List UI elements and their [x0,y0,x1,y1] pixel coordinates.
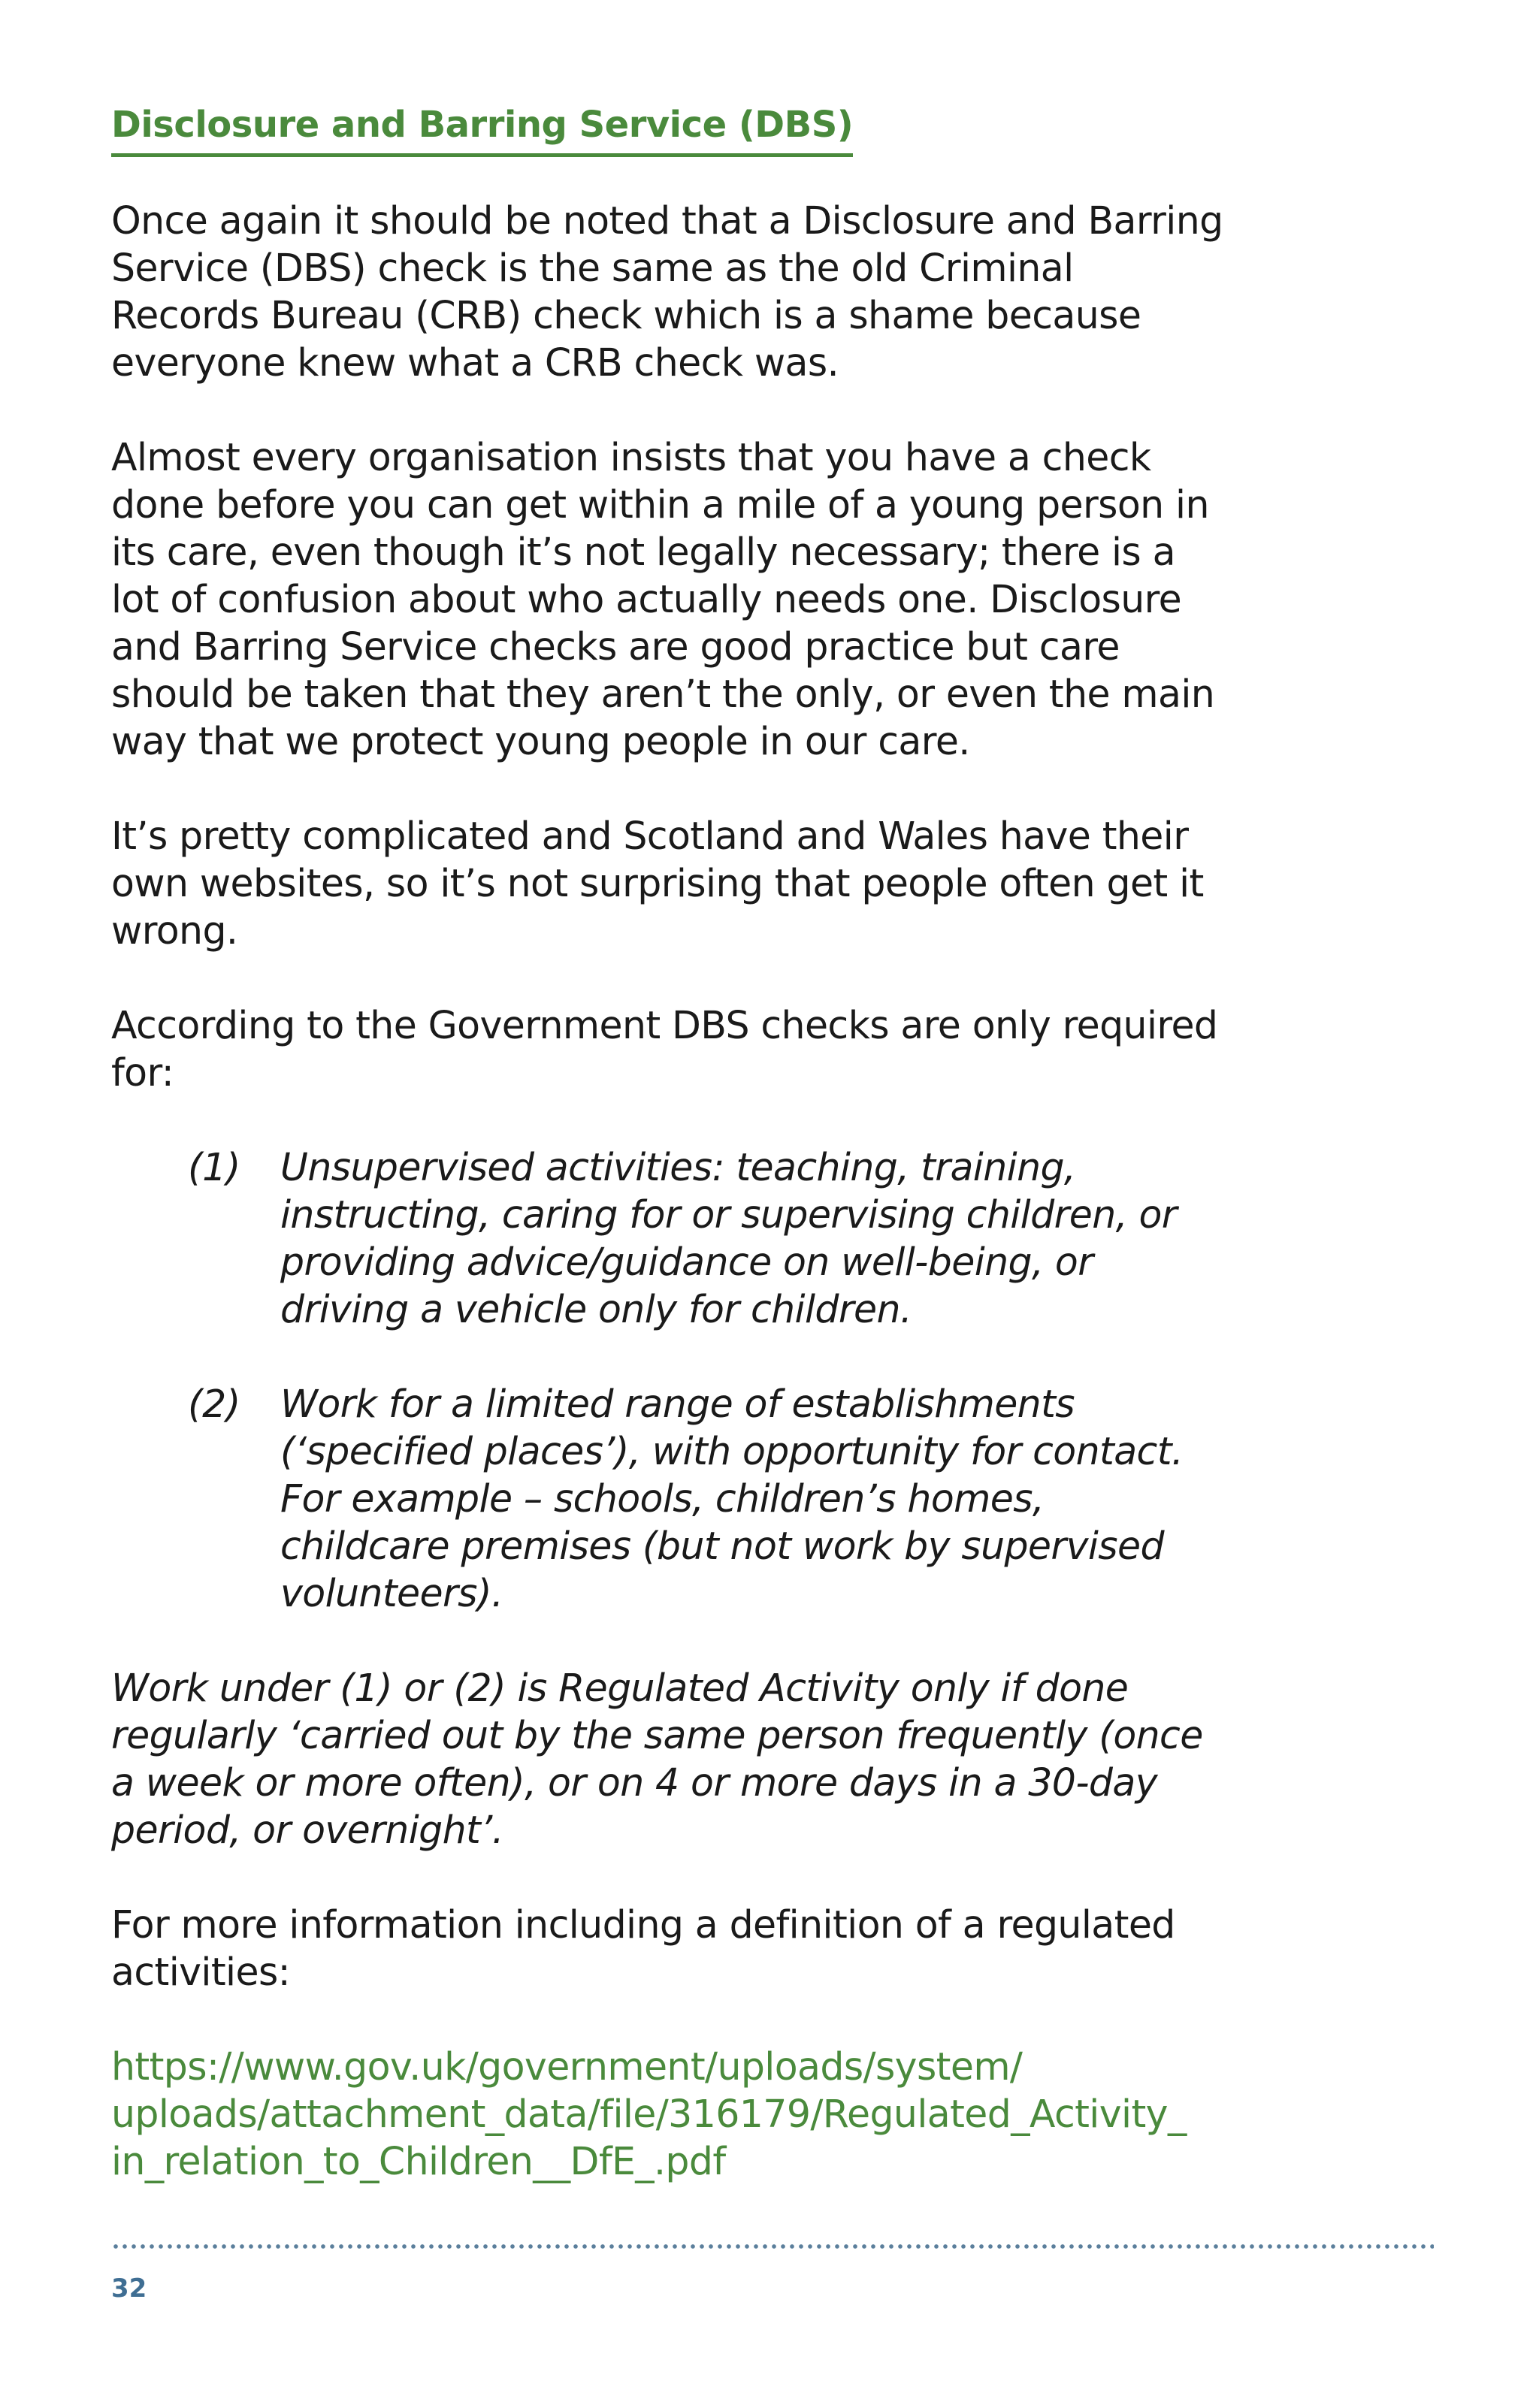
list-item [111,1144,1223,1333]
more-info-text: For more information including a definition of a regulated activities: [111,1902,1175,1994]
list-item-text: Unsupervised activities: teaching, training, instructing, caring for or supervising children, or providing advice/guidance on well-being, or driving a vehicle only for children. [280,1145,1177,1331]
link-line: in_relation_to_Children__DfE_.pdf [111,2139,726,2183]
regulated-activity-note: Work under (1) or (2) is Regulated Activity only if done regularly ‘carried out by the same person frequently (once a week or more often), or on 4 or more days in a 30-day period, or overnight’. [111,1666,1203,1852]
list-item-number: (1) [188,1145,240,1189]
dotted-divider [111,2243,1434,2249]
page-number: 32 [111,2274,147,2304]
link-line: uploads/attachment_data/file/316179/Regulated_Activity_ [111,2092,1187,2136]
heading-container [111,104,853,157]
paragraph-government: According to the Government DBS checks are only required for: [111,1003,1218,1095]
section-heading: Disclosure and Barring Service (DBS) [111,104,853,157]
paragraph-complicated: It’s pretty complicated and Scotland and Wales have their own websites, so it’s not surprising that people often get it wrong. [111,814,1204,953]
link-line: https://www.gov.uk/government/uploads/system/ [111,2044,1023,2089]
list-item-number: (2) [188,1382,240,1426]
list-item [111,1380,1223,1617]
body-content [111,197,1223,2185]
paragraph-dbs-crb: Once again it should be noted that a Disclosure and Barring Service (DBS) check is the same as the old Criminal Records Bureau (CRB) check which is a shame because everyone knew what a CRB check was. [111,198,1223,385]
list-item-text: Work for a limited range of establishments (‘specified places’), with opportunity for contact. For example – schools, children’s homes, childcare premises (but not work by supervised volunteers). [280,1382,1184,1615]
regulated-activity-link[interactable] [111,2043,1223,2185]
paragraph-organisations: Almost every organisation insists that you have a check done before you can get within a mile of a young person in its care, even though it’s not legally necessary; there is a lot of confusion about who actually needs one. Disclosure and Barring Service checks are good practice but care should be taken that they aren’t the only, or even the main way that we protect young people in our care. [111,435,1215,763]
requirements-list [111,1144,1223,1617]
